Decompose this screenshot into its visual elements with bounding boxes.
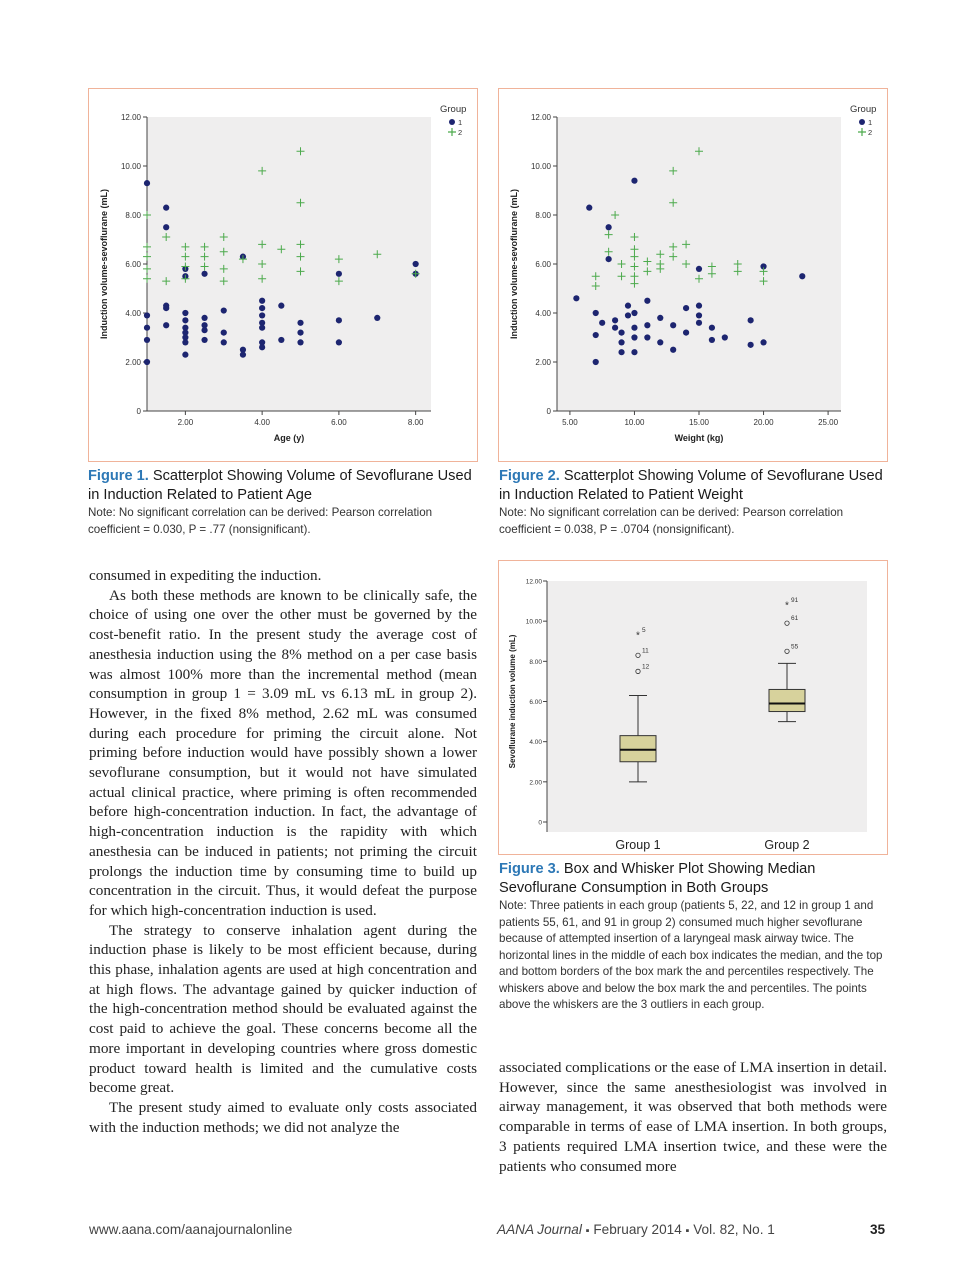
figure-3-label: Figure 3. xyxy=(499,861,560,877)
data-point-group-1 xyxy=(297,330,303,336)
body-paragraph: As both these methods are known to be clinically safe, the choice of using one over the other must be governed by the cost-benefit ratio. In the present study the average cost of anesthesia induction using the 8% method on a per case basis was almost 100% more than the incremental method (mean consumption in group 1 = 3.09 mL vs 6.13 mL in group 2). However, in the fixed 8% method, 2.62 mL was consumed during each procedure for priming the circuit alone. Not priming before induction would have possibly shown a lower sevoflurane consumption, but it would not have simulated actual clinical practice, where priming is often recommended before high-concentration induction. In fact, the advantage of high-concentration induction is the rapidity with which anesthesia can be induced in patients; not priming the circuit prolongs the induction time by consuming time to build up concentration in the circuit. Thus, it would defeat the purpose for which high-concentration induction is used. xyxy=(89,586,477,919)
box-iqr xyxy=(769,689,805,711)
data-point-group-1 xyxy=(586,205,592,211)
x-tick-label: 6.00 xyxy=(331,418,347,427)
x-tick-label: 20.00 xyxy=(753,418,774,427)
plot-area xyxy=(557,117,841,411)
figure-1-title: Scatterplot Showing Volume of Sevoflurane Used in Induction Related to Patient Age xyxy=(88,468,472,503)
data-point-group-1 xyxy=(336,317,342,323)
data-point-group-1 xyxy=(182,310,188,316)
data-point-group-1 xyxy=(163,224,169,230)
data-point-group-1 xyxy=(297,320,303,326)
data-point-group-1 xyxy=(625,312,631,318)
x-tick-label: 8.00 xyxy=(407,418,424,427)
figure-1-label: Figure 1. xyxy=(88,468,149,484)
y-tick-label: 8.00 xyxy=(529,658,542,666)
x-tick-label: 25.00 xyxy=(818,418,839,427)
box-iqr xyxy=(620,736,656,762)
data-point-group-1 xyxy=(683,330,689,336)
data-point-group-1 xyxy=(144,325,150,331)
data-point-group-1 xyxy=(201,271,207,277)
y-tick-label: 4.00 xyxy=(535,309,551,318)
data-point-group-1 xyxy=(631,178,637,184)
data-point-group-1 xyxy=(593,359,599,365)
data-point-group-1 xyxy=(722,334,728,340)
data-point-group-1 xyxy=(593,332,599,338)
data-point-group-1 xyxy=(760,339,766,345)
figure-1-note: Note: No significant correlation can be derived: Pearson correlation coefficient = 0.030, P = .77 (nonsignificant). xyxy=(88,506,433,536)
x-tick-label: 4.00 xyxy=(254,418,270,427)
data-point-group-1 xyxy=(644,298,650,304)
data-point-group-1 xyxy=(201,327,207,333)
data-point-group-1 xyxy=(748,317,754,323)
data-point-group-1 xyxy=(573,295,579,301)
x-axis-label: Weight (kg) xyxy=(674,433,724,443)
data-point-group-1 xyxy=(709,337,715,343)
data-point-group-1 xyxy=(631,310,637,316)
y-tick-label: 12.00 xyxy=(525,578,542,586)
figure-2-caption xyxy=(499,467,889,538)
page-number: 35 xyxy=(870,1222,886,1237)
figure-3-caption xyxy=(499,860,889,1014)
body-paragraph: associated complications or the ease of LMA insertion in detail. However, since the same anesthesiologist was involved in airway management, it was observed that both methods were comparable in terms of ease of LMA insertion. In both groups, 3 patients required LMA insertion twice, and these were the patients who consumed more xyxy=(499,1059,887,1175)
data-point-group-1 xyxy=(696,312,702,318)
figure-2-title-line xyxy=(499,467,889,505)
data-point-group-1 xyxy=(618,339,624,345)
y-tick-label: 12.00 xyxy=(530,113,551,122)
data-point-group-1 xyxy=(259,325,265,331)
data-point-group-1 xyxy=(144,180,150,186)
y-tick-label: 10.00 xyxy=(530,162,551,171)
data-point-group-1 xyxy=(631,349,637,355)
footer-journal-info xyxy=(497,1222,775,1237)
legend-marker-group-2 xyxy=(448,128,456,136)
legend-marker-group-1 xyxy=(859,119,865,125)
data-point-group-1 xyxy=(297,339,303,345)
figure-1-chart xyxy=(89,89,477,461)
plot-area xyxy=(147,117,431,411)
outlier-label: 61 xyxy=(791,615,799,623)
data-point-group-1 xyxy=(374,315,380,321)
x-tick-label: 10.00 xyxy=(624,418,645,427)
outlier-label: 91 xyxy=(791,597,799,605)
y-tick-label: 0 xyxy=(538,819,542,827)
body-column-right xyxy=(499,1058,887,1176)
figure-1-title-line xyxy=(88,467,478,505)
plot-area xyxy=(547,581,867,832)
outlier-label: 55 xyxy=(791,643,799,651)
data-point-group-1 xyxy=(748,342,754,348)
y-tick-label: 4.00 xyxy=(529,739,542,747)
legend-label-group-1: 1 xyxy=(458,118,463,127)
data-point-group-1 xyxy=(259,298,265,304)
data-point-group-1 xyxy=(221,339,227,345)
data-point-group-1 xyxy=(696,266,702,272)
data-point-group-1 xyxy=(144,337,150,343)
data-point-group-1 xyxy=(644,322,650,328)
data-point-group-1 xyxy=(644,334,650,340)
footer-journal: AANA Journal xyxy=(497,1222,582,1237)
y-tick-label: 10.00 xyxy=(525,618,542,626)
figure-2-label: Figure 2. xyxy=(499,468,560,484)
data-point-group-1 xyxy=(259,312,265,318)
figure-1-scatterplot xyxy=(88,88,478,462)
data-point-group-1 xyxy=(670,347,676,353)
body-paragraph: The strategy to conserve inhalation agent during the induction phase is likely to be most efficient because, during this phase, inhalation agents are used at high concentration and at high flows. The advantage gained by quicker induction of the high-concentration method should be evaluated against the cost paid to achieve the goal. These concerns become all the more important in developing countries where gross domestic product toward health is limited and the cumulative costs become great. xyxy=(89,921,477,1097)
data-point-group-1 xyxy=(696,320,702,326)
outlier-label: 5 xyxy=(642,627,646,635)
data-point-group-1 xyxy=(631,325,637,331)
y-axis-label: Sevoflurane induction volume (mL) xyxy=(508,634,517,769)
data-point-group-1 xyxy=(201,337,207,343)
data-point-group-1 xyxy=(259,305,265,311)
data-point-group-1 xyxy=(221,307,227,313)
data-point-group-1 xyxy=(612,317,618,323)
footer-separator: ▪ xyxy=(585,1225,590,1237)
figure-3-boxplot xyxy=(498,560,888,855)
outlier-label: 12 xyxy=(642,663,650,671)
data-point-group-1 xyxy=(336,271,342,277)
data-point-group-1 xyxy=(618,330,624,336)
data-point-group-1 xyxy=(201,315,207,321)
data-point-group-1 xyxy=(278,303,284,309)
y-tick-label: 0 xyxy=(136,407,141,416)
category-label: Group 2 xyxy=(764,838,810,852)
data-point-group-1 xyxy=(221,330,227,336)
y-axis-label: Induction volume-sevoflurane (mL) xyxy=(99,188,109,340)
data-point-group-1 xyxy=(278,337,284,343)
footer-separator: ▪ xyxy=(685,1225,690,1237)
data-point-group-1 xyxy=(182,317,188,323)
data-point-group-1 xyxy=(144,359,150,365)
outlier-extreme: * xyxy=(785,600,789,612)
data-point-group-1 xyxy=(657,339,663,345)
data-point-group-1 xyxy=(240,352,246,358)
y-tick-label: 6.00 xyxy=(125,260,141,269)
y-tick-label: 0 xyxy=(546,407,551,416)
data-point-group-1 xyxy=(606,256,612,262)
data-point-group-1 xyxy=(182,352,188,358)
y-tick-label: 8.00 xyxy=(125,211,141,220)
legend-label-group-1: 1 xyxy=(868,118,873,127)
x-tick-label: 5.00 xyxy=(562,418,578,427)
data-point-group-1 xyxy=(657,315,663,321)
figure-2-chart xyxy=(499,89,887,461)
footer-date: February 2014 xyxy=(593,1222,682,1237)
legend-label-group-2: 2 xyxy=(458,128,463,137)
legend-label-group-2: 2 xyxy=(868,128,873,137)
legend-marker-group-1 xyxy=(449,119,455,125)
x-tick-label: 15.00 xyxy=(688,418,710,427)
body-column-left xyxy=(89,566,477,1137)
y-tick-label: 6.00 xyxy=(529,699,542,706)
data-point-group-1 xyxy=(799,273,805,279)
data-point-group-1 xyxy=(144,312,150,318)
data-point-group-1 xyxy=(259,344,265,350)
y-axis-label: Induction volume-sevoflurane (mL) xyxy=(509,188,519,340)
category-label: Group 1 xyxy=(615,838,661,852)
data-point-group-1 xyxy=(625,303,631,309)
data-point-group-1 xyxy=(163,305,169,311)
y-tick-label: 2.00 xyxy=(125,358,141,367)
data-point-group-1 xyxy=(709,325,715,331)
figure-1-caption xyxy=(88,467,478,538)
footer-volume: Vol. 82, No. 1 xyxy=(693,1222,775,1237)
data-point-group-1 xyxy=(618,349,624,355)
data-point-group-1 xyxy=(336,339,342,345)
y-tick-label: 2.00 xyxy=(535,358,551,367)
data-point-group-1 xyxy=(670,322,676,328)
data-point-group-1 xyxy=(696,303,702,309)
data-point-group-1 xyxy=(163,205,169,211)
figure-3-title: Box and Whisker Plot Showing Median Sevoflurane Consumption in Both Groups xyxy=(499,861,816,896)
data-point-group-1 xyxy=(612,325,618,331)
y-tick-label: 12.00 xyxy=(120,113,141,122)
data-point-group-1 xyxy=(182,339,188,345)
y-tick-label: 4.00 xyxy=(125,309,141,318)
legend-marker-group-2 xyxy=(858,128,866,136)
x-axis-label: Age (y) xyxy=(273,433,305,443)
y-tick-label: 2.00 xyxy=(529,779,542,787)
outlier-extreme: * xyxy=(636,630,640,642)
figure-3-note: Note: Three patients in each group (patients 5, 22, and 12 in group 1 and patients 55, 61, and 91 in group 2) consumed much higher sevoflurane because of attempted insertion of a laryngeal mask airway twice. The horizontal lines in the middle of each box indicates the median, and the top and bottom borders of the box mark the and percentiles respectively. The whiskers above and below the box mark the and percentiles. The points above the whiskers are the 3 outliers in each group. xyxy=(499,899,883,1011)
figure-2-scatterplot xyxy=(498,88,888,462)
body-paragraph: The present study aimed to evaluate only costs associated with the induction methods; we did not analyze the xyxy=(89,1098,477,1136)
y-tick-label: 8.00 xyxy=(535,211,551,220)
footer-url: www.aana.com/aanajournalonline xyxy=(89,1222,293,1237)
figure-2-note: Note: No significant correlation can be derived: Pearson correlation coefficient = 0.038, P = .0704 (nonsignificant). xyxy=(499,506,844,536)
y-tick-label: 6.00 xyxy=(535,260,551,269)
data-point-group-1 xyxy=(163,322,169,328)
figure-2-title: Scatterplot Showing Volume of Sevoflurane Used in Induction Related to Patient Weight xyxy=(499,468,883,503)
legend-title: Group xyxy=(850,104,877,115)
figure-3-chart xyxy=(499,561,887,854)
data-point-group-1 xyxy=(599,320,605,326)
data-point-group-1 xyxy=(683,305,689,311)
data-point-group-1 xyxy=(593,310,599,316)
data-point-group-1 xyxy=(413,261,419,267)
data-point-group-1 xyxy=(606,224,612,230)
y-tick-label: 10.00 xyxy=(120,162,141,171)
x-tick-label: 2.00 xyxy=(177,418,194,427)
body-paragraph: consumed in expediting the induction. xyxy=(89,567,322,584)
data-point-group-1 xyxy=(631,334,637,340)
outlier-label: 11 xyxy=(642,647,649,655)
legend-title: Group xyxy=(440,104,467,115)
figure-3-title-line xyxy=(499,860,889,898)
